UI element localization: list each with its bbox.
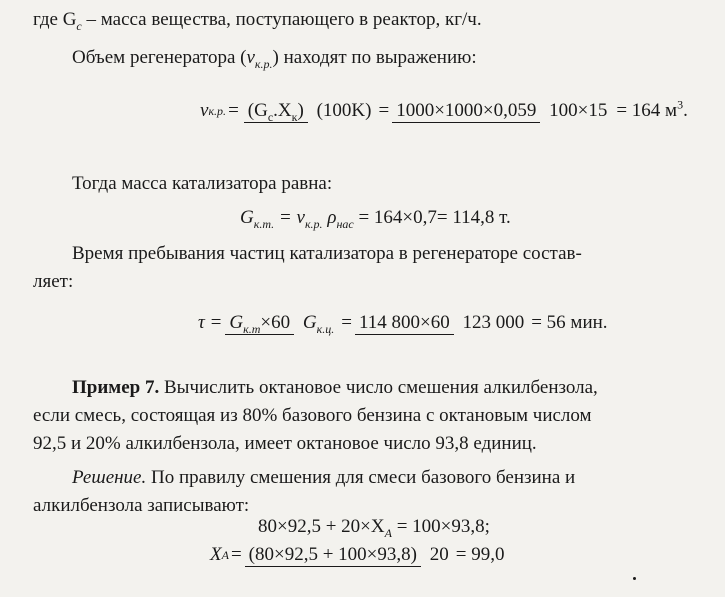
fraction-1: $(G_с.X_к)$ (100K) bbox=[244, 100, 376, 122]
text: ) находят по выражению: bbox=[272, 47, 477, 68]
text-line-4: Время пребывания частиц катализатора в регенераторе состав- bbox=[72, 243, 582, 264]
text-line-6: Пример 7. Вычислить октановое число смешения алкилбензола, bbox=[72, 377, 598, 398]
fraction-4: 114 800×60 123 000 bbox=[355, 312, 528, 334]
equation-4: $80\times 92,5 + 20\times X_A = 100\times 93,8$; bbox=[258, 516, 490, 540]
text-line-9: Решение. По правилу смешения для смеси базового бензина и bbox=[72, 467, 576, 488]
text-line-10: алкилбензола записывают: bbox=[33, 495, 250, 516]
text-line-1 bbox=[33, 8, 482, 32]
equation-3: τ = $G_{к.т}\times 60$ $G_{к.ц.}$ = 114 800×60 123 000 = 56 мин. bbox=[198, 312, 608, 336]
fraction-2: 1000×1000×0,059 100×15 bbox=[392, 100, 611, 122]
fraction-5: (80×92,5 + 100×93,8) 20 bbox=[245, 544, 453, 566]
subscript: к.р. bbox=[254, 56, 273, 71]
text-line-8: 92,5 и 20% алкилбензола, имеет октановое число 93,8 единиц. bbox=[33, 433, 537, 454]
text-line-5: ляет: bbox=[33, 271, 74, 292]
variable: v bbox=[246, 47, 255, 68]
text: Объем регенератора ( bbox=[72, 47, 247, 68]
text-line-2 bbox=[72, 46, 477, 70]
equation-2: $G_{к.т.} = v_{к.р.}$ $\rho_{нас} = 164\times 0,7= 114,8$ т. bbox=[240, 207, 511, 231]
scan-speck bbox=[633, 577, 636, 580]
equation-1: v к.р. = $(G_с.X_к)$ (100K) = 1000×1000×0,059 100×15 = 164 $м^3$. bbox=[200, 97, 688, 124]
text-line-7: если смесь, состоящая из 80% базового бензина с октановым числом bbox=[33, 405, 592, 426]
equation-5: X A = (80×92,5 + 100×93,8) 20 = 99,0 bbox=[210, 544, 505, 565]
text: где G bbox=[33, 9, 77, 30]
text: – масса вещества, поступающего в реактор, кг/ч. bbox=[81, 9, 482, 30]
subscript: с bbox=[76, 18, 82, 33]
text-line-3: Тогда масса катализатора равна: bbox=[72, 173, 333, 194]
fraction-3: $G_{к.т}\times 60$ $G_{к.ц.}$ bbox=[225, 312, 338, 334]
variable: v bbox=[200, 100, 209, 121]
